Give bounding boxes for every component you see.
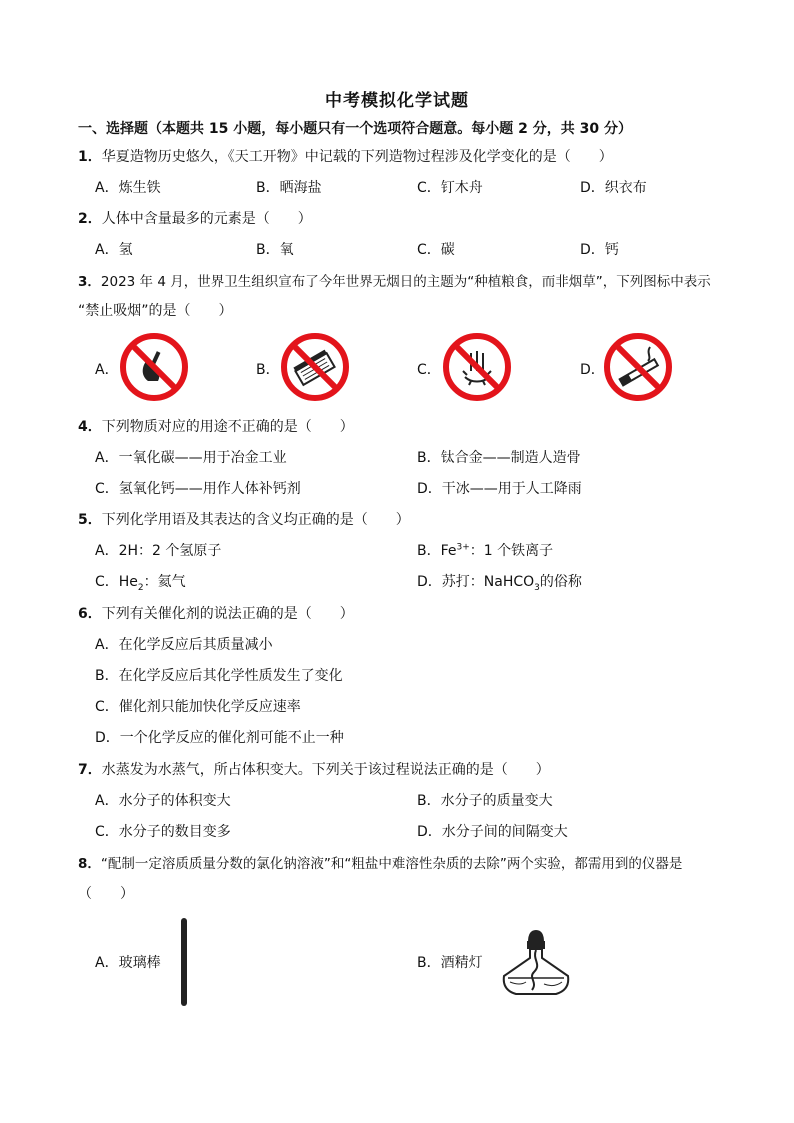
- question-stem: 下列化学用语及其表达的含义均正确的是（ ）: [101, 512, 410, 528]
- q5-option-a[interactable]: A．2H：2 个氢原子: [95, 543, 222, 559]
- q3-option-a[interactable]: A．: [95, 362, 119, 378]
- question-8: [78, 852, 682, 872]
- question-4: [78, 416, 354, 436]
- question-stem: “配制一定溶质质量分数的氯化钠溶液”和“粗盐中难溶性杂质的去除”两个实验，都需用到的仪器是: [100, 856, 683, 872]
- q6-option-a[interactable]: A．在化学反应后其质量减小: [95, 637, 273, 653]
- question-stem: 华夏造物历史悠久，《天工开物》中记载的下列造物过程涉及化学变化的是（ ）: [101, 149, 613, 165]
- q6-option-b[interactable]: B．在化学反应后其化学性质发生了变化: [95, 668, 343, 684]
- question-5: [78, 509, 410, 529]
- question-7: [78, 759, 550, 779]
- q5-option-b[interactable]: [417, 540, 553, 560]
- q5-option-d[interactable]: [417, 571, 582, 593]
- q8-option-b[interactable]: B．酒精灯: [417, 955, 483, 971]
- q7-option-c[interactable]: C．水分子的数目变多: [95, 824, 231, 840]
- q6-option-d[interactable]: D．一个化学反应的催化剂可能不止一种: [95, 730, 344, 746]
- q4-option-d[interactable]: D．干冰——用于人工降雨: [417, 481, 582, 497]
- q2-option-b[interactable]: B．氧: [256, 242, 294, 258]
- question-6: [78, 603, 354, 623]
- no-fire-icon[interactable]: [118, 331, 190, 403]
- question-1: [78, 146, 613, 166]
- section-heading: 一、选择题（本题共 15 小题，每小题只有一个选项符合题意。每小题 2 分，共 30 分）: [78, 121, 632, 137]
- q1-option-c[interactable]: C．钉木舟: [417, 180, 483, 196]
- option-text-rest: ：1 个铁离子: [469, 543, 554, 559]
- question-number: 4．: [78, 419, 102, 435]
- q1-option-a[interactable]: A．炼生铁: [95, 180, 161, 196]
- q1-option-d[interactable]: D．织衣布: [580, 180, 647, 196]
- question-number: 1．: [78, 149, 102, 165]
- q2-option-d[interactable]: D．钙: [580, 242, 619, 258]
- q2-option-a[interactable]: A．氢: [95, 242, 133, 258]
- question-stem: 人体中含量最多的元素是（ ）: [101, 211, 312, 227]
- q3-option-c[interactable]: C．: [417, 362, 441, 378]
- question-number: 2．: [78, 211, 102, 227]
- no-matches-icon[interactable]: [279, 331, 351, 403]
- no-smoking-icon[interactable]: [602, 331, 674, 403]
- question-3-line2: “禁止吸烟”的是（ ）: [78, 303, 233, 319]
- question-3: [78, 270, 711, 290]
- q3-option-d[interactable]: D．: [580, 362, 605, 378]
- question-number: 6．: [78, 606, 102, 622]
- question-number: 8．: [78, 856, 101, 872]
- page-title: 中考模拟化学试题: [325, 91, 469, 111]
- option-text-rest: ：氦气: [143, 574, 186, 590]
- option-text: D．苏打：NaHCO: [417, 574, 535, 590]
- q4-option-c[interactable]: C．氢氧化钙——用作人体补钙剂: [95, 481, 301, 497]
- question-stem: 水蒸发为水蒸气，所占体积变大。下列关于该过程说法正确的是（ ）: [101, 762, 550, 778]
- subscript: 3: [534, 582, 540, 593]
- q6-option-c[interactable]: C．催化剂只能加快化学反应速率: [95, 699, 301, 715]
- glass-rod-image: [181, 918, 187, 1006]
- q5-option-c[interactable]: [95, 571, 186, 593]
- option-text-rest: 的俗称: [539, 574, 582, 590]
- q3-option-b[interactable]: B．: [256, 362, 280, 378]
- option-text: C．He: [95, 574, 138, 590]
- q4-option-b[interactable]: B．钛合金——制造人造骨: [417, 450, 581, 466]
- q7-option-a[interactable]: A．水分子的体积变大: [95, 793, 231, 809]
- question-number: 7．: [78, 762, 102, 778]
- no-fireworks-icon[interactable]: [441, 331, 513, 403]
- question-number: 3．: [78, 274, 101, 290]
- option-text: B．Fe: [417, 543, 457, 559]
- alcohol-lamp-image: [496, 924, 576, 1000]
- q4-option-a[interactable]: A．一氧化碳——用于冶金工业: [95, 450, 287, 466]
- question-stem: 2023 年 4 月，世界卫生组织宣布了今年世界无烟日的主题为“种植粮食，而非烟草”，下列图标中表示: [100, 274, 711, 290]
- question-stem: 下列有关催化剂的说法正确的是（ ）: [101, 606, 354, 622]
- q7-option-b[interactable]: B．水分子的质量变大: [417, 793, 553, 809]
- q1-option-b[interactable]: B．晒海盐: [256, 180, 322, 196]
- subscript: 2: [137, 582, 144, 593]
- q8-option-a[interactable]: A．玻璃棒: [95, 955, 161, 971]
- q7-option-d[interactable]: D．水分子间的间隔变大: [417, 824, 568, 840]
- question-8-line2: （ ）: [78, 886, 134, 902]
- charge-superscript: 3+: [456, 542, 470, 553]
- q2-option-c[interactable]: C．碳: [417, 242, 455, 258]
- question-number: 5．: [78, 512, 102, 528]
- question-stem: 下列物质对应的用途不正确的是（ ）: [101, 419, 354, 435]
- question-2: [78, 208, 312, 228]
